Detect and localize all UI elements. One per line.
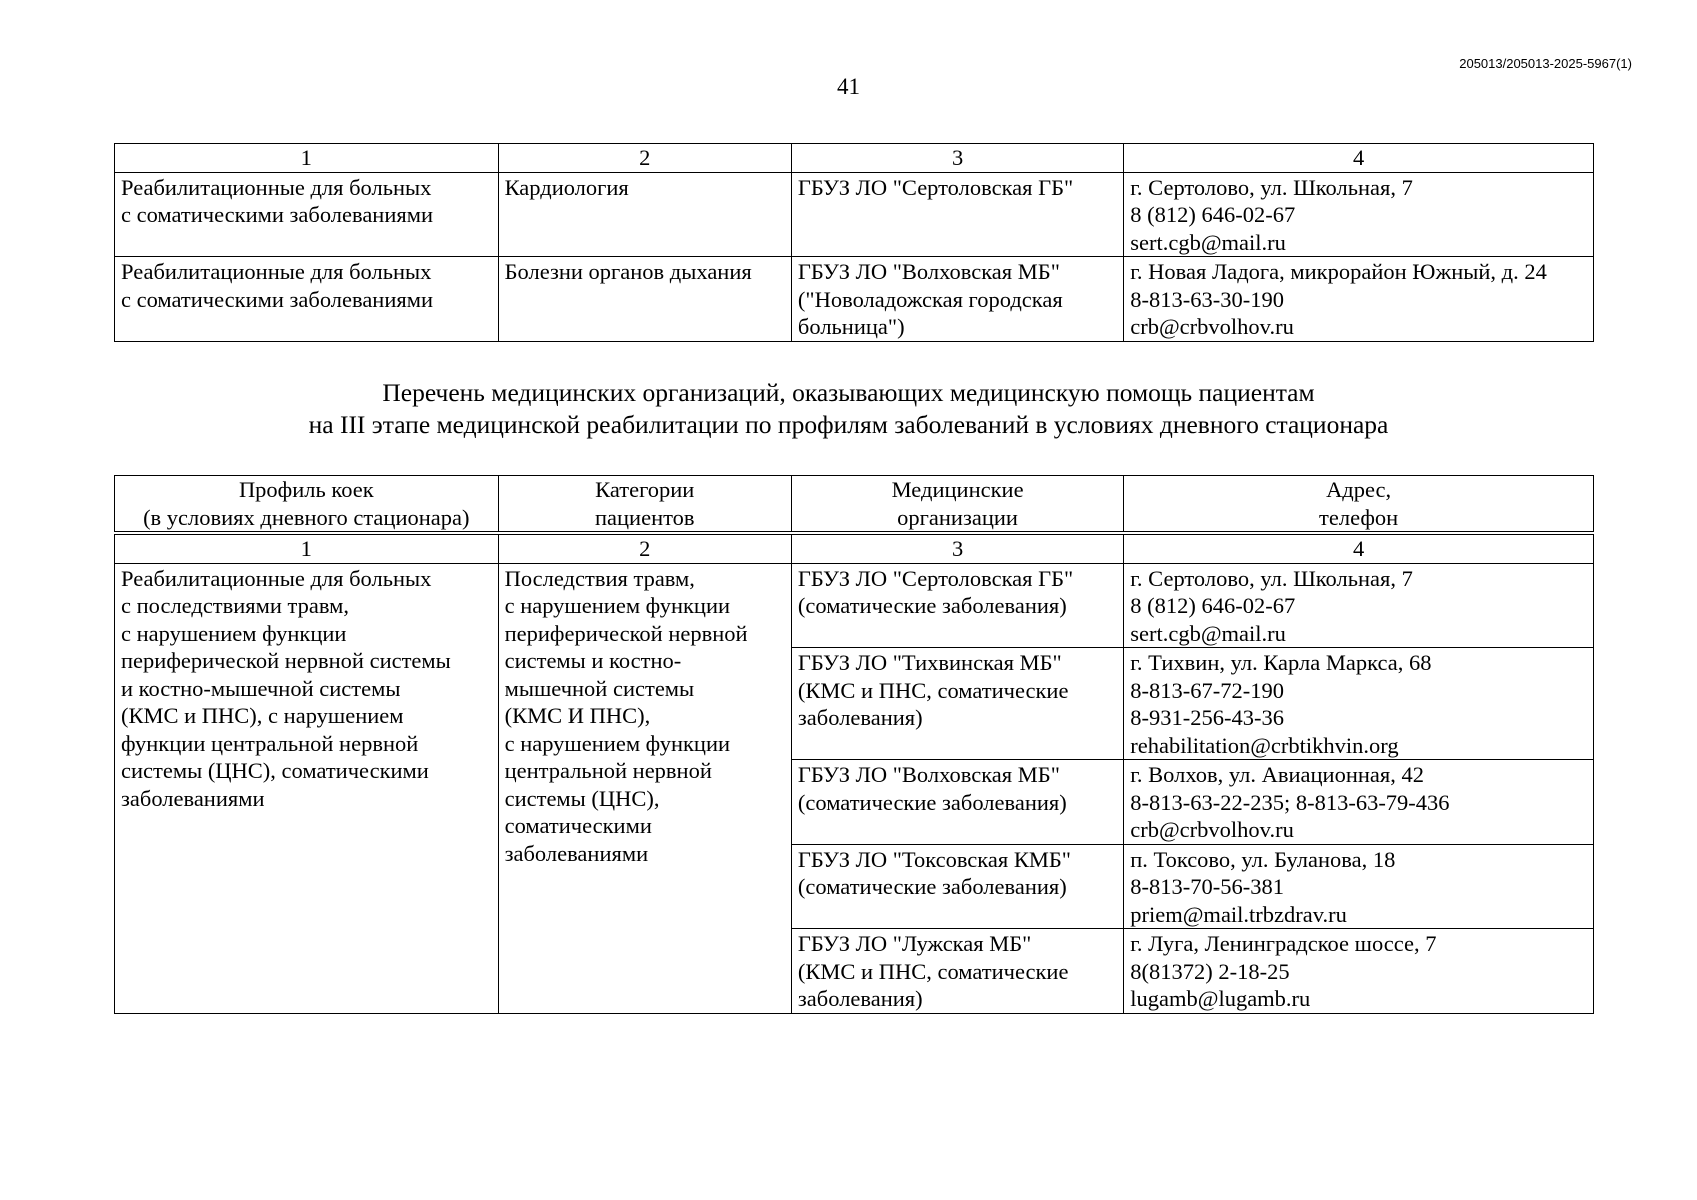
text-line: ГБУЗ ЛО "Лужская МБ" xyxy=(797,931,1032,956)
text-line: с нарушением функции xyxy=(121,620,347,646)
heading-line: на III этапе медицинской реабилитации по профилям заболеваний в условиях дневного стационара xyxy=(308,410,1389,439)
text-line: (соматические заболевания) xyxy=(797,593,1067,618)
email-text: crb@crbvolhov.ru xyxy=(1130,817,1294,842)
address-cell xyxy=(1124,760,1594,845)
text-line: ГБУЗ ЛО "Сертоловская ГБ" xyxy=(797,174,1074,200)
column-header xyxy=(115,476,499,532)
text-line: 8-813-63-30-190 xyxy=(1130,286,1284,312)
column-number: 4 xyxy=(1124,144,1594,173)
organization-cell xyxy=(791,648,1123,760)
column-number: 3 xyxy=(791,144,1123,173)
text-line: больница") xyxy=(797,314,905,339)
address-cell xyxy=(1124,844,1594,929)
email-text: sert.cgb@mail.ru xyxy=(1130,229,1286,255)
column-number: 4 xyxy=(1124,535,1594,564)
organizations-table xyxy=(114,475,1594,1014)
column-number: 3 xyxy=(791,535,1123,564)
column-number: 2 xyxy=(498,535,791,564)
text-line: (КМС и ПНС, соматические xyxy=(797,958,1069,984)
column-number-row xyxy=(115,535,1594,564)
header-line: Профиль коек xyxy=(238,477,374,502)
text-line: функции центральной нервной xyxy=(121,730,419,756)
header-line: Категории xyxy=(595,477,695,502)
header-line: Медицинские xyxy=(891,477,1024,502)
text-line: системы (ЦНС), соматическими xyxy=(121,758,429,783)
text-line: (соматические заболевания) xyxy=(797,789,1067,815)
text-line: Кардиология xyxy=(504,174,629,200)
text-line: г. Сертолово, ул. Школьная, 7 xyxy=(1130,174,1413,200)
organization-cell xyxy=(791,257,1123,342)
text-line: 8-813-63-22-235; 8-813-63-79-436 xyxy=(1130,789,1450,815)
header-line: (в условиях дневного стационара) xyxy=(143,504,470,530)
organization-cell xyxy=(791,172,1123,257)
text-line: заболеваниями xyxy=(121,785,265,811)
text-line: 8 (812) 646-02-67 xyxy=(1130,202,1296,227)
text-line: Последствия травм, xyxy=(504,565,695,591)
text-line: с соматическими заболеваниями xyxy=(121,202,434,227)
text-line: 8(81372) 2-18-25 xyxy=(1130,958,1290,984)
text-line: системы и костно- xyxy=(504,648,682,673)
text-line: ГБУЗ ЛО "Сертоловская ГБ" xyxy=(797,565,1074,591)
email-text: sert.cgb@mail.ru xyxy=(1130,620,1286,646)
text-line: центральной нервной xyxy=(504,758,712,783)
text-line: (КМС И ПНС), xyxy=(504,703,651,728)
column-header xyxy=(791,476,1123,532)
profile-cell xyxy=(115,172,499,257)
email-text: rehabilitation@crbtikhvin.org xyxy=(1130,732,1399,758)
email-text: priem@mail.trbzdrav.ru xyxy=(1130,901,1347,927)
text-line: ГБУЗ ЛО "Тихвинская МБ" xyxy=(797,650,1062,675)
text-line: Реабилитационные для больных xyxy=(121,259,432,284)
text-line: г. Сертолово, ул. Школьная, 7 xyxy=(1130,565,1413,591)
text-line: 8 (812) 646-02-67 xyxy=(1130,593,1296,618)
organization-cell xyxy=(791,844,1123,929)
address-cell xyxy=(1124,929,1594,1014)
header-line: организации xyxy=(897,504,1018,530)
text-line: Реабилитационные для больных xyxy=(121,174,432,200)
text-line: заболевания) xyxy=(797,986,923,1011)
table-row xyxy=(115,257,1594,342)
text-line: с последствиями травм, xyxy=(121,593,349,618)
text-line: (КМС и ПНС), с нарушением xyxy=(121,703,404,728)
text-line: периферической нервной xyxy=(504,620,748,646)
text-line: с соматическими заболеваниями xyxy=(121,286,434,312)
text-line: (КМС и ПНС, соматические xyxy=(797,677,1069,703)
text-line: соматическими xyxy=(504,813,652,838)
category-cell xyxy=(498,257,791,342)
table-row xyxy=(115,172,1594,257)
organization-cell xyxy=(791,563,1123,648)
header-line: пациентов xyxy=(594,504,695,530)
text-line: г. Луга, Ленинградское шоссе, 7 xyxy=(1130,931,1437,956)
text-line: заболевания) xyxy=(797,705,923,730)
text-line: г. Новая Ладога, микрорайон Южный, д. 24 xyxy=(1130,259,1547,284)
heading-line: Перечень медицинских организаций, оказывающих медицинскую помощь пациентам xyxy=(382,378,1315,407)
profile-cell xyxy=(115,257,499,342)
profile-cell xyxy=(115,563,499,1013)
text-line: Болезни органов дыхания xyxy=(504,259,752,284)
address-cell xyxy=(1124,172,1594,257)
page-number: 41 xyxy=(837,74,860,99)
header-line: Адрес, xyxy=(1326,477,1392,502)
text-line: ГБУЗ ЛО "Волховская МБ" xyxy=(797,259,1060,284)
column-header xyxy=(1124,476,1594,532)
email-text: crb@crbvolhov.ru xyxy=(1130,314,1294,339)
text-line: с нарушением функции xyxy=(504,593,731,618)
text-line: системы (ЦНС), xyxy=(504,785,660,811)
text-line: (соматические заболевания) xyxy=(797,874,1067,899)
email-text: lugamb@lugamb.ru xyxy=(1130,986,1311,1011)
column-number: 1 xyxy=(115,535,499,564)
text-line: ("Новоладожская городская xyxy=(797,286,1063,312)
category-cell xyxy=(498,172,791,257)
address-cell xyxy=(1124,563,1594,648)
header-row xyxy=(115,476,1594,532)
table-row xyxy=(115,563,1594,648)
organization-cell xyxy=(791,760,1123,845)
text-line: 8-813-67-72-190 xyxy=(1130,677,1284,703)
section-heading xyxy=(0,377,1697,441)
text-line: заболеваниями xyxy=(504,840,649,866)
organization-cell xyxy=(791,929,1123,1014)
header-line: телефон xyxy=(1319,504,1399,530)
text-line: с нарушением функции xyxy=(504,730,731,756)
text-line: п. Токсово, ул. Буланова, 18 xyxy=(1130,846,1396,872)
address-cell xyxy=(1124,257,1594,342)
text-line: 8-931-256-43-36 xyxy=(1130,705,1284,730)
address-cell xyxy=(1124,648,1594,760)
column-number: 2 xyxy=(498,144,791,173)
text-line: ГБУЗ ЛО "Волховская МБ" xyxy=(797,762,1060,787)
continuation-table xyxy=(114,143,1594,342)
category-cell xyxy=(498,563,791,1013)
text-line: мышечной системы xyxy=(504,675,695,701)
column-number-row xyxy=(115,144,1594,173)
text-line: периферической нервной системы xyxy=(121,648,451,673)
text-line: 8-813-70-56-381 xyxy=(1130,874,1284,899)
text-line: г. Тихвин, ул. Карла Маркса, 68 xyxy=(1130,650,1432,675)
column-header xyxy=(498,476,791,532)
text-line: Реабилитационные для больных xyxy=(121,565,432,591)
column-number: 1 xyxy=(115,144,499,173)
text-line: и костно-мышечной системы xyxy=(121,675,401,701)
text-line: г. Волхов, ул. Авиационная, 42 xyxy=(1130,762,1425,787)
document-id: 205013/205013-2025-5967(1) xyxy=(1459,56,1632,71)
text-line: ГБУЗ ЛО "Токсовская КМБ" xyxy=(797,846,1071,872)
